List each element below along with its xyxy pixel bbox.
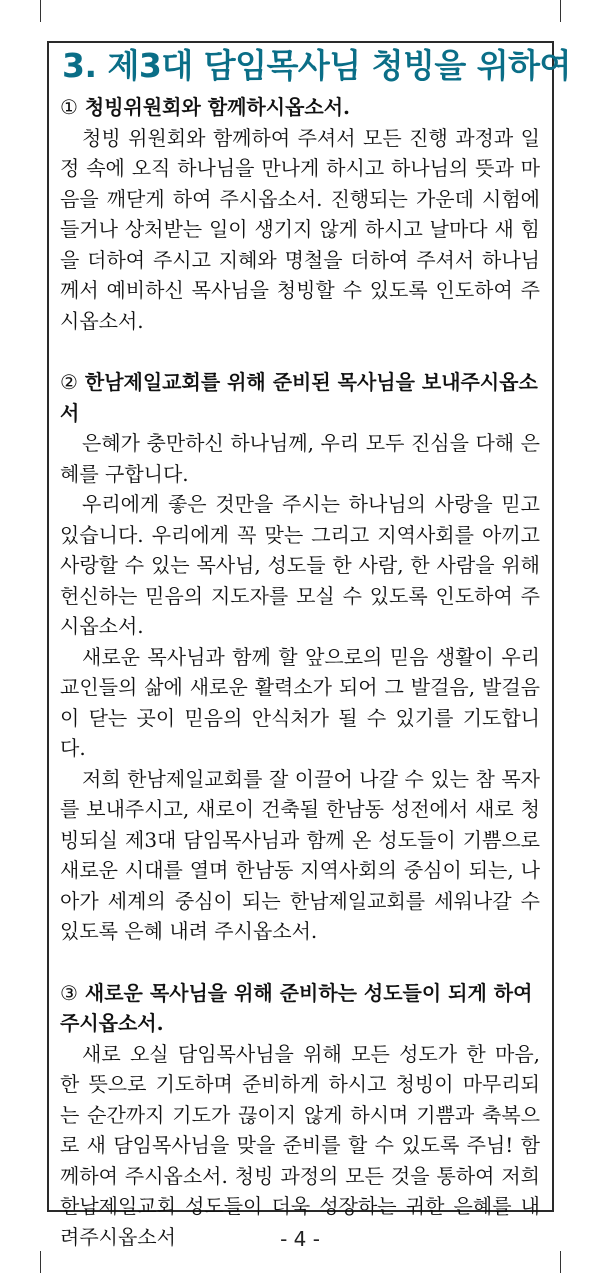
section-2-heading — [60, 367, 540, 428]
section-3-paragraph-1: 새로 오실 담임목사님을 위해 모든 성도가 한 마음, 한 뜻으로 기도하며 준비하게 하시고 청빙이 마무리되는 순간까지 기도가 끊이지 않게 하시며 기쁨과 축복으로 새 담임목사님을 맞을 준비를 할 수 있도록 주님! 함께하여 주시옵소서. 청빙 과정의 모든 것을 통하여 저희 한남제일교회 성도들이 더욱 성장하는 귀한 은혜를 내려주시옵소서 — [60, 1041, 540, 1249]
crop-mark-bottom-right — [560, 1251, 561, 1273]
crop-mark-top-left — [40, 0, 41, 22]
section-2-title: 한남제일교회를 위해 준비된 목사님을 보내주시옵소서 — [60, 370, 538, 425]
section-1-number: ① — [60, 95, 78, 119]
section-1-heading — [60, 92, 540, 123]
prayer-content — [60, 92, 540, 1252]
section-3-number: ③ — [60, 980, 78, 1005]
section-3-title: 새로운 목사님을 위해 준비하는 성도들이 되게 하여주시옵소서. — [60, 980, 533, 1035]
section-1 — [60, 92, 540, 336]
page-title: 3. 제3대 담임목사님 청빙을 위하여 — [62, 46, 571, 85]
section-2-paragraph-2: 우리에게 좋은 것만을 주시는 하나님의 사랑을 믿고 있습니다. 우리에게 꼭 맞는 그리고 지역사회를 아끼고 사랑할 수 있는 목사님, 성도들 한 사람, 한 사람을 위해 헌신하는 믿음의 지도자를 모실 수 있도록 인도하여 주시옵소서. — [60, 492, 540, 638]
section-2-paragraph-4: 저희 한남제일교회를 잘 이끌어 나갈 수 있는 참 목자를 보내주시고, 새로이 건축될 한남동 성전에서 새로 청빙되실 제3대 담임목사님과 함께 온 성도들이 기쁨으로 새로운 시대를 열며 한남동 지역사회의 중심이 되는, 나아가 세계의 중심이 되는 한남제일교회를 세워나갈 수 있도록 은혜 내려 주시옵소서. — [60, 766, 540, 943]
crop-mark-bottom-left — [40, 1251, 41, 1273]
section-1-title: 청빙위원회와 함께하시옵소서. — [84, 95, 350, 119]
section-1-paragraph-1: 청빙 위원회와 함께하여 주셔서 모든 진행 과정과 일정 속에 오직 하나님을 만나게 하시고 하나님의 뜻과 마음을 깨닫게 하여 주시옵소서. 진행되는 가운데 시험에 들거나 상처받는 일이 생기지 않게 하시고 날마다 새 힘을 더하여 주시고 지혜와 명철을 더하여 주셔서 하나님께서 예비하신 목사님을 청빙할 수 있도록 인도하여 주시옵소서. — [60, 125, 540, 333]
section-3 — [60, 978, 540, 1253]
section-3-heading — [60, 978, 540, 1039]
section-2-paragraph-3: 새로운 목사님과 함께 할 앞으로의 믿음 생활이 우리 교인들의 삶에 새로운 활력소가 되어 그 발걸음, 발걸음이 닫는 곳이 믿음의 안식처가 될 수 있기를 기도합니다. — [60, 644, 540, 760]
page-number: - 4 - — [280, 1227, 320, 1251]
section-2 — [60, 367, 540, 947]
crop-mark-top-right — [560, 0, 561, 22]
section-2-number: ② — [60, 370, 78, 394]
section-2-paragraph-1: 은혜가 충만하신 하나님께, 우리 모두 진심을 다해 은혜를 구합니다. — [60, 431, 540, 486]
